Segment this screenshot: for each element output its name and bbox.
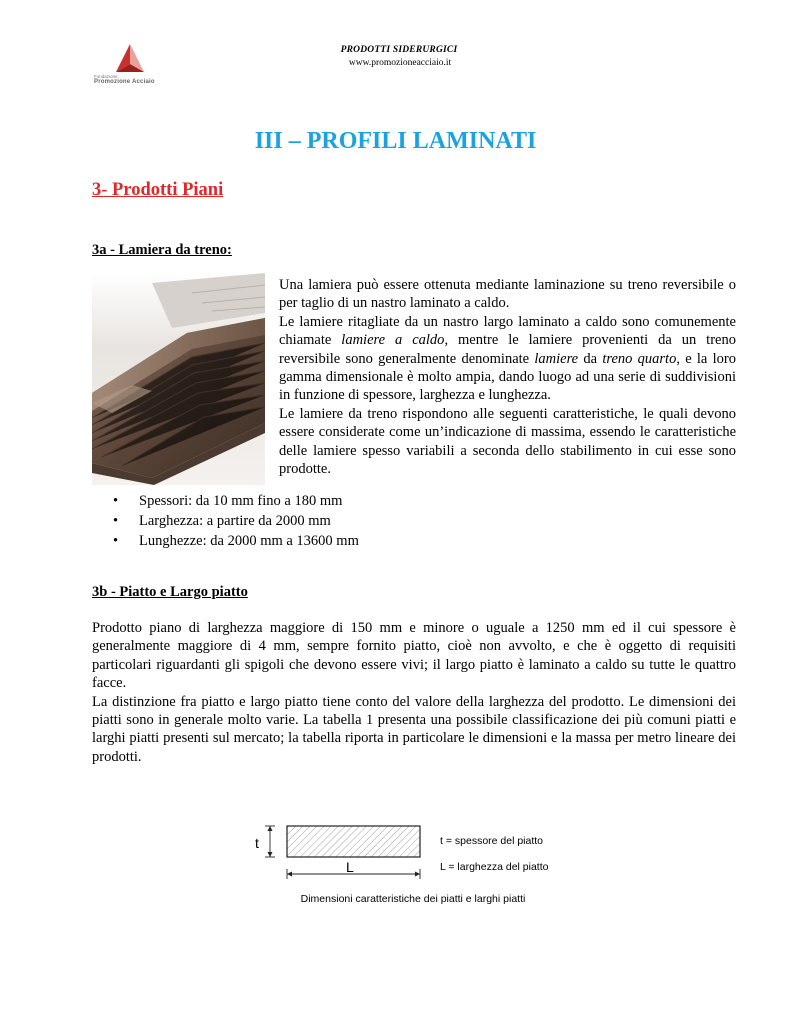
intro-paragraph-3: Le lamiere da treno rispondono alle seguenti caratteristiche, le quali devono essere considerate come un’indicazione di massima, essendo le caratteristiche delle lamiere spesso variabili a seconda dello stabilimento in cui esse sono prodotte.: [279, 405, 736, 478]
flat-bar-diagram: [250, 815, 570, 885]
list-item: • Lunghezze: da 2000 mm a 13600 mm: [113, 531, 359, 551]
subsection-b-text: [92, 619, 736, 766]
body-paragraph-2: La distinzione fra piatto e largo piatto tiene conto del valore della larghezza del prodotto. Le dimensioni dei piatti sono in generale molto varie. La tabella 1 presenta una possibile classificazione dei più comuni piatti e larghi piatti presenti sul mercato; la tabella riporta in particolare le dimensioni e la massa per metro lineare dei prodotti.: [92, 693, 736, 765]
l-legend: L = larghezza del piatto: [440, 861, 549, 873]
list-item: • Spessori: da 10 mm fino a 180 mm: [113, 491, 359, 511]
logo-name: Promozione Acciaio: [94, 79, 155, 85]
diagram-caption: Dimensioni caratteristiche dei piatti e larghi piatti: [300, 893, 526, 905]
logo-small-text: Fondazione: [94, 74, 118, 79]
body-paragraph-1: Prodotto piano di larghezza maggiore di 150 mm e minore o uguale a 1250 mm ed il cui spessore è generalmente maggiore di 4 mm, sempre fornito piatto, cioè non avvolto, e che è oggetto di requisiti particolari riguardanti gli spigoli che devono essere vivi; il largo piatto è laminato a caldo su tutte le quattro facce.: [92, 620, 736, 692]
header-url: www.promozioneacciaio.it: [348, 58, 452, 68]
section-title: 3- Prodotti Piani: [92, 180, 224, 200]
intro-paragraph-1: Una lamiera può essere ottenuta mediante laminazione su treno reversibile o per taglio di un nastro laminato a caldo.: [279, 277, 736, 312]
steel-plates-image: [92, 273, 265, 485]
subsection-a-text: [279, 276, 736, 478]
flat-bar-cross-section: [250, 815, 440, 885]
header-brand: PRODOTTI SIDERURGICI: [340, 45, 458, 55]
steel-plates-photo: [92, 273, 265, 485]
intro-paragraph-2: Le lamiere ritagliate da un nastro largo laminato a caldo sono comunemente chiamate lamiere a caldo, mentre le lamiere provenienti da un treno reversibile sono generalmente denominate lamiere da treno quarto, e la loro gamma dimensionale è molto ampia, dando luogo ad una serie di suddivisioni in funzione di spessore, larghezza e lunghezza.: [279, 313, 736, 404]
t-legend: t = spessore del piatto: [440, 835, 544, 847]
promozione-acciaio-logo: [90, 42, 180, 88]
list-item: • Larghezza: a partire da 2000 mm: [113, 511, 359, 531]
subsection-b-title: 3b - Piatto e Largo piatto: [92, 584, 248, 600]
t-symbol: t: [255, 835, 259, 851]
specs-list: [113, 491, 359, 551]
page-title: III – PROFILI LAMINATI: [254, 128, 537, 154]
subsection-a-title: 3a - Lamiera da treno:: [92, 242, 232, 258]
logo-triangle-icon: [112, 42, 152, 76]
l-symbol: L: [346, 859, 354, 875]
